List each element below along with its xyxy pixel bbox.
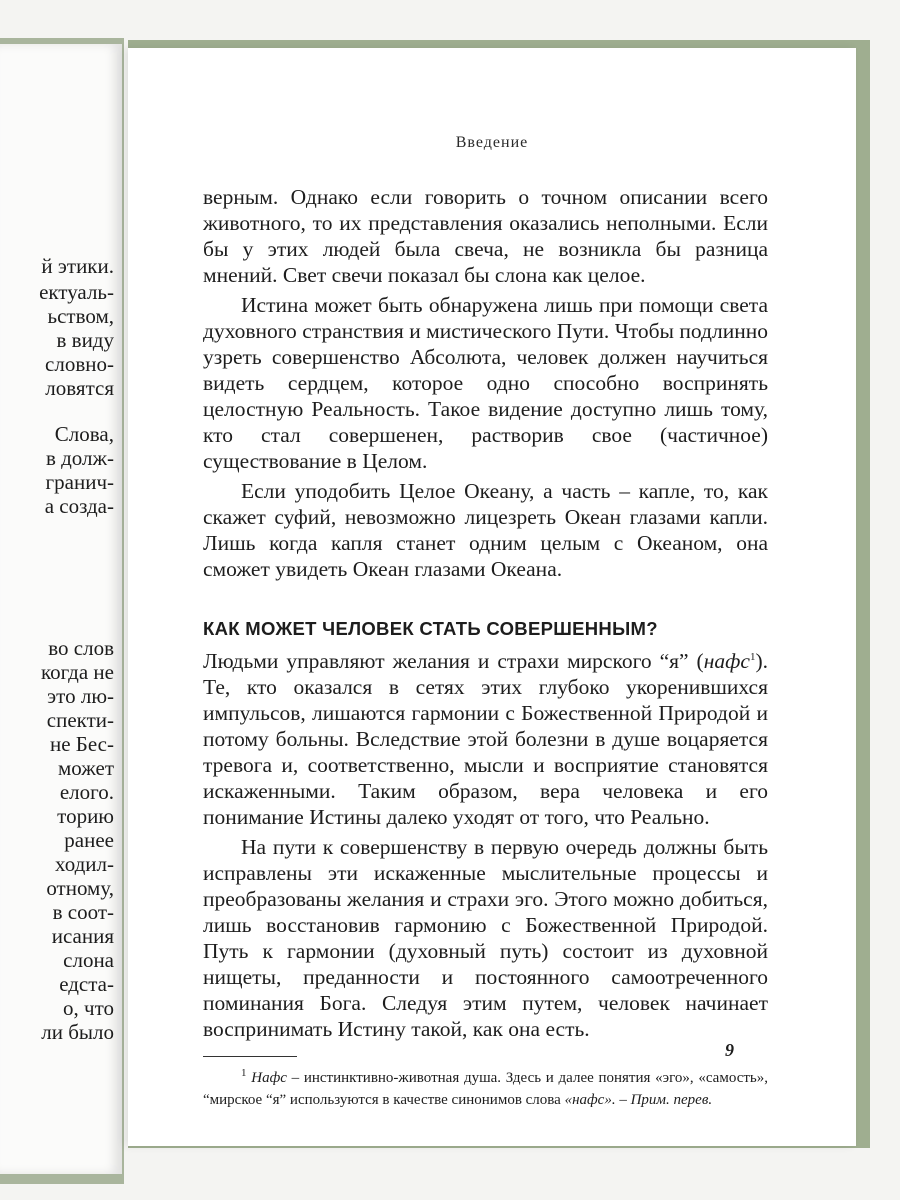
left-page-line: когда не	[40, 660, 114, 684]
left-page-line: й этики.	[41, 254, 114, 278]
footnote-term: Нафс	[251, 1070, 287, 1086]
left-page-line: ранее	[64, 828, 114, 852]
section-p1-start: Людьми управляют желания и страхи мирского “я” (	[203, 649, 704, 673]
footnote-text-1: – инстинктивно-животная душа. Здесь и далее понятия «эго», «самость», “мирское “я” используются в качестве синонимов слова	[203, 1070, 768, 1108]
footnote-term-2: «нафс».	[564, 1092, 616, 1108]
paragraph-1: верным. Однако если говорить о точном описании всего животного, то их представления оказались неполными. Если бы у этих людей была свеча, не возникла бы разница мнений. Свет свечи показал бы слона как целое.	[203, 185, 768, 287]
footnote	[203, 1067, 768, 1111]
left-page-line: ли было	[41, 1020, 114, 1044]
running-head: Введение	[455, 134, 529, 151]
left-page-line: отному,	[46, 876, 114, 900]
left-page-line: ектуаль-	[39, 280, 114, 304]
left-page-line: не Бес-	[49, 732, 114, 756]
section-p1-rest: ). Те, кто оказался в сетях этих глубоко укоренившихся импульсов, лишаются гармонии с Божественной Природой и потому больны. Вследствие этой болезни в душе воцаряется тревога и, соответственно, мысли и восприятие становятся искаженными. Таким образом, вера человека и его понимание Истины далеко уходят от того, что Реально.	[203, 649, 768, 829]
left-page-line: елого.	[59, 780, 114, 804]
left-page-line: а созда-	[44, 494, 114, 518]
left-page-line: гранич-	[45, 470, 114, 494]
section-heading: КАК МОЖЕТ ЧЕЛОВЕК СТАТЬ СОВЕРШЕННЫМ?	[203, 618, 658, 639]
left-page-line: в долж-	[45, 446, 114, 470]
left-page-line: о, что	[63, 996, 114, 1020]
main-text	[203, 184, 768, 1111]
footnote-rule	[203, 1056, 297, 1057]
left-page-line: едста-	[59, 972, 114, 996]
left-page-line: может	[58, 756, 114, 780]
page-number: 9	[725, 1040, 734, 1060]
right-page	[128, 48, 856, 1146]
left-page-line: спекти-	[46, 708, 114, 732]
left-page-line: торию	[57, 804, 114, 828]
left-page-line: в виду	[56, 328, 114, 352]
left-page	[0, 44, 122, 1174]
section-paragraph-1	[203, 648, 768, 830]
section-paragraph-2: На пути к совершенству в первую очередь должны быть исправлены эти искаженные мыслительные процессы и преобразованы желания и страхи эго. Этого можно добиться, лишь восстановив гармонию с Божественной Природой. Путь к гармонии (духовный путь) состоит из духовной нищеты, преданности и постоянного самоотреченного поминания Бога. Следуя этим путем, человек начинает воспринимать Истину такой, как она есть.	[203, 835, 768, 1041]
footnote-ref: 1	[749, 650, 756, 663]
left-page-line: это лю-	[47, 684, 114, 708]
left-page-line: ходил-	[55, 852, 114, 876]
footnote-text-2: –	[615, 1092, 631, 1108]
left-page-line: Слова,	[54, 422, 114, 446]
left-page-line: исания	[51, 924, 114, 948]
left-page-line: словно-	[45, 352, 114, 376]
left-page-line: ьством,	[47, 304, 114, 328]
nafs-term: нафс	[703, 649, 750, 673]
paragraph-2: Истина может быть обнаружена лишь при помощи света духовного странствия и мистического Пути. Чтобы подлинно узреть совершенство Абсолюта, человек должен научиться видеть сердцем, которое одно способно воспринять целостную Реальность. Такое видение доступно лишь тому, кто стал совершенен, растворив свое (частичное) существование в Целом.	[203, 293, 768, 473]
footnote-number: 1	[241, 1067, 247, 1079]
left-page-line: слона	[63, 948, 114, 972]
left-page-line: в соот-	[52, 900, 114, 924]
footnote-credit: Прим. перев.	[630, 1092, 713, 1108]
left-page-line: ловятся	[45, 376, 114, 400]
paragraph-3: Если уподобить Целое Океану, а часть – капле, то, как скажет суфий, невозможно лицезреть Океан глазами капли. Лишь когда капля станет одним целым с Океаном, она сможет увидеть Океан глазами Океана.	[203, 479, 768, 581]
left-page-line: во слов	[48, 636, 114, 660]
